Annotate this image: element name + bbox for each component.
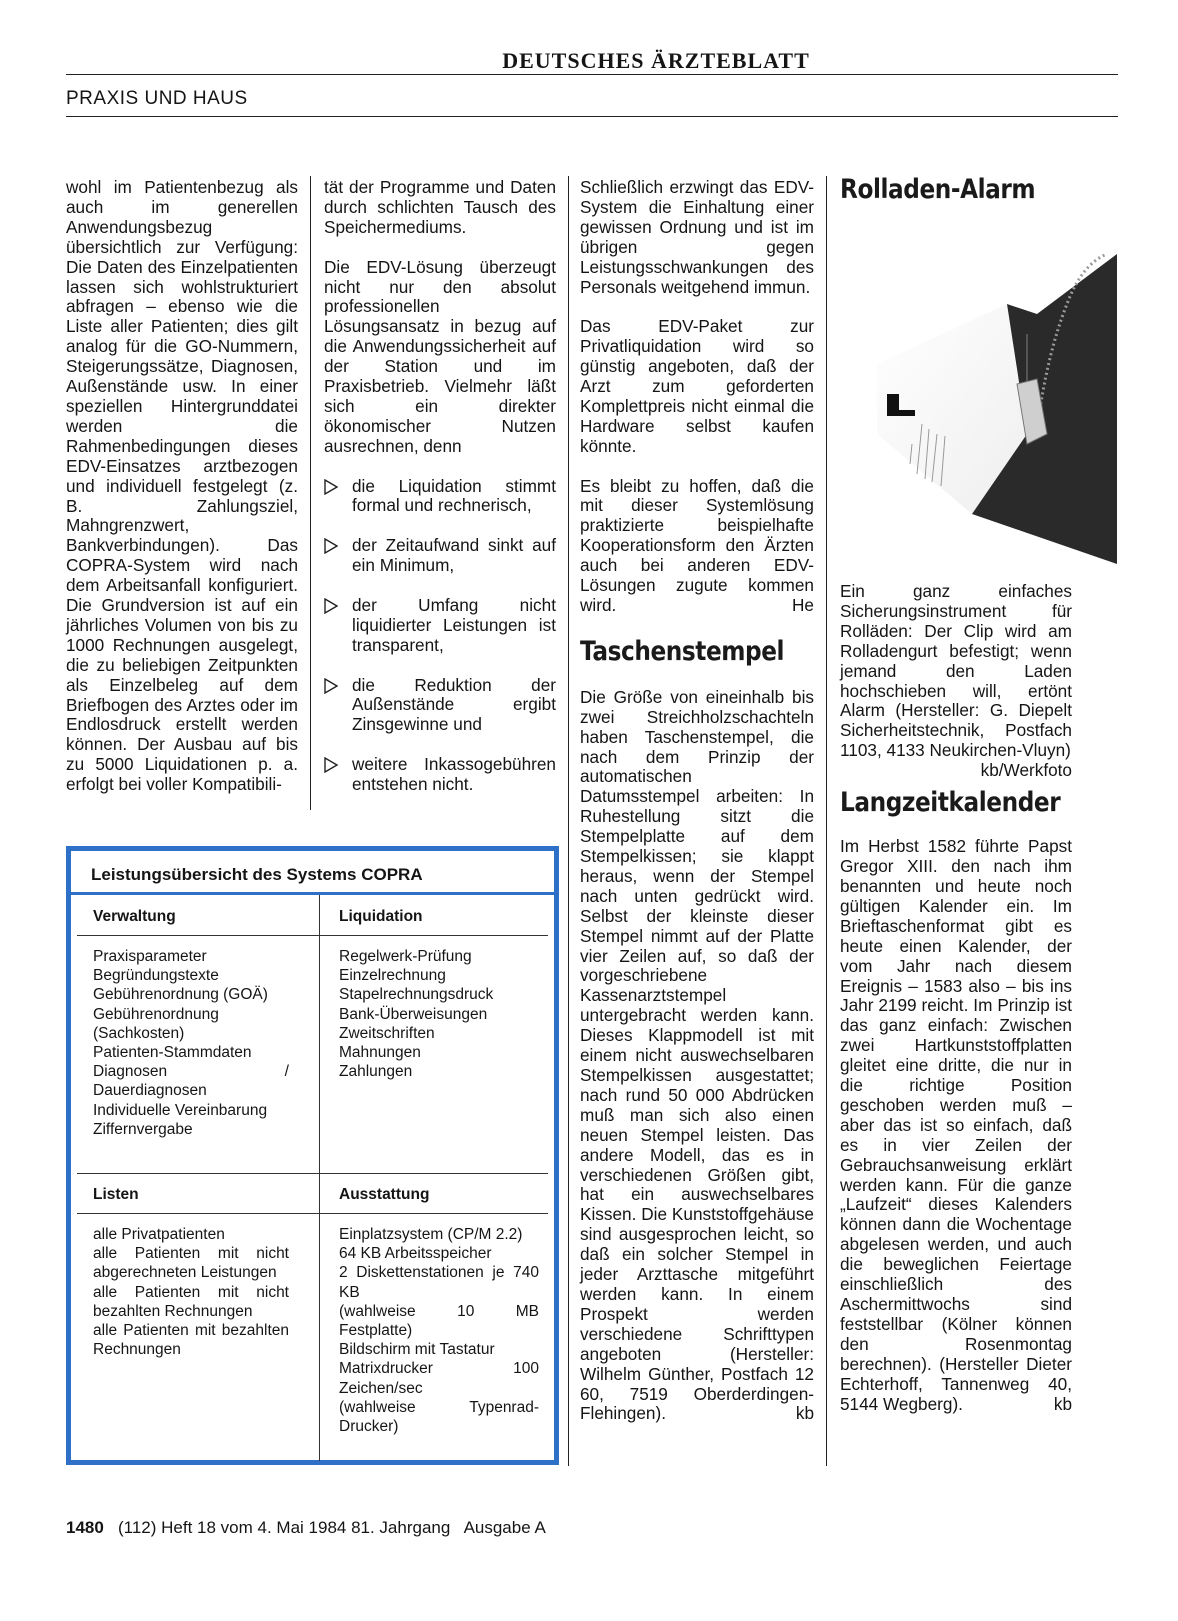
article-heading: Langzeitkalender [840, 787, 1061, 819]
table-cell: Bank-Überweisungen [339, 1005, 488, 1023]
table-header-ausstattung: Ausstattung [339, 1186, 430, 1203]
page-footer [66, 1518, 546, 1538]
triangle-bullet-icon [324, 479, 338, 495]
issue-info: (112) Heft 18 vom 4. Mai 1984 81. Jahrgang [118, 1518, 451, 1537]
table-cell: alle Patienten mit nicht abgerechneten Leistungen [93, 1245, 289, 1282]
benefit-item: der Zeitaufwand sinkt auf ein Minimum, [324, 536, 556, 576]
table-cell: Einplatzsystem (CP/M 2.2) [339, 1226, 523, 1243]
table-cell: Einzelrechnung [339, 967, 446, 985]
photo-credit: kb/Werkfoto [980, 760, 1072, 781]
alarm-clip-photo [877, 224, 1117, 564]
column-4 [840, 174, 1072, 206]
table-cell: Mahnungen [339, 1044, 421, 1062]
article-heading: Taschenstempel [580, 635, 785, 667]
table-cell: Individuelle Vereinbarung [93, 1101, 268, 1119]
triangle-bullet-icon [324, 538, 338, 554]
article-paragraph: Die Größe von eineinhalb bis zwei Streichholzschachteln haben Taschenstempel, die nach dem Prinzip der automatischen Datumsstempel arbeiten: In Ruhestellung sitzt die Stempelplatte auf dem Stempelkissen; sie klappt heraus, wenn der Stempel nach unten gedrückt wird. Selbst der kleinste dieser Stempel nimmt auf der Platte vier Zeilen auf, so daß der vorgeschriebene Kassenarztstempel untergebracht werden kann. Dieses Klappmodell ist mit einem nicht auswechselbaren Stempelkissen ausgestattet; nach rund 50 000 Abdrücken muß man sich also einen neuen Stempel leisten. Das andere Modell, das es in verschiedenen Größen gibt, hat ein auswechselbares Kissen. Die Kunststoffgehäuse sind ausgesprochen leicht, so daß ein solcher Stempel in jeder Arzttasche mitgeführt werden kann. In einem Prospekt werden verschiedene Schrifttypen angeboten (Hersteller: Wilhelm Günther, Postfach 12 60, 7519 Oberderdingen-Flehingen). kb [580, 686, 814, 1424]
page-number: 1480 [66, 1518, 104, 1537]
article-paragraph: Es bleibt zu hoffen, daß die mit dieser Systemlösung praktizierte beispielhafte Kooperationsform den Ärzten auch bei anderen EDV-Lösungen zugute kommen wird. He [580, 475, 814, 615]
listen-list [93, 1225, 289, 1359]
article-paragraph: Schließlich erzwingt das EDV-System die Einhaltung einer gewissen Ordnung und ist im übrigen gegen Leistungsschwankungen des Personals weitgehend immun. [580, 177, 814, 297]
table-cell: Zahlungen [339, 1063, 413, 1081]
table-cell: alle Patienten mit nicht bezahlten Rechnungen [93, 1283, 289, 1320]
column-2 [324, 178, 556, 795]
table-cell: alle Privatpatienten [93, 1226, 225, 1243]
table-cell: Regelwerk-Prüfung [339, 948, 472, 965]
table-cell: Begründungstexte [93, 967, 219, 985]
table-cell: 64 KB Arbeitsspeicher [339, 1245, 492, 1263]
article-paragraph: Die EDV-Lösung überzeugt nicht nur den absolut professionellen Lösungsansatz in bezug auf die Anwendungssicherheit auf der Station und im Praxisbetrieb. Vielmehr läßt sich ein direkter ökonomischer Nutzen ausrechnen, denn [324, 256, 556, 456]
table-section-rule [77, 1173, 548, 1174]
benefit-item: die Reduktion der Außenstände ergibt Zinsgewinne und [324, 676, 556, 736]
table-header-rule [77, 1213, 548, 1214]
triangle-bullet-icon [324, 757, 338, 773]
journal-title: DEUTSCHES ÄRZTEBLATT [502, 48, 810, 73]
benefit-list [324, 477, 556, 795]
table-title: Leistungsübersicht des Systems COPRA [91, 865, 423, 884]
article-heading: Rolladen-Alarm [840, 174, 1036, 205]
article-paragraph: tät der Programme und Daten durch schlichten Tausch des Speichermediums. [324, 177, 556, 237]
column-1 [66, 178, 298, 795]
table-title-rule [71, 892, 554, 895]
section-rule [66, 116, 1118, 117]
column-3 [580, 178, 814, 1424]
benefit-item: der Umfang nicht liquidierter Leistungen ist transparent, [324, 596, 556, 656]
table-cell: (wahlweise Typenrad-Drucker) [339, 1398, 539, 1436]
section-label: PRAXIS UND HAUS [66, 88, 248, 109]
table-header-rule [77, 935, 548, 936]
ausstattung-list [339, 1225, 539, 1436]
table-cell: Stapelrechnungsdruck [339, 986, 494, 1004]
table-cell: Praxisparameter [93, 948, 207, 965]
table-cell: Gebührenordnung (Sachkosten) [93, 1005, 219, 1042]
table-header-verwaltung: Verwaltung [93, 908, 176, 925]
table-cell: Patienten-Stammdaten [93, 1044, 252, 1062]
table-cell: alle Patienten mit bezahlten Rechnungen [93, 1322, 289, 1359]
triangle-bullet-icon [324, 678, 338, 694]
table-cell: Bildschirm mit Tastatur [339, 1341, 495, 1359]
masthead [66, 48, 1116, 74]
verwaltung-list [93, 947, 289, 1139]
benefit-item: die Liquidation stimmt formal und rechnerisch, [324, 477, 556, 517]
column-divider [568, 176, 569, 1466]
table-column-divider [319, 895, 320, 1461]
edition-label: Ausgabe A [463, 1518, 546, 1537]
article-paragraph: Das EDV-Paket zur Privatliquidation wird so günstig angeboten, daß der Arzt zum geforderten Komplettpreis nicht einmal die Hardware selbst kaufen könnte. [580, 316, 814, 456]
article-paragraph: wohl im Patientenbezug als auch im generellen Anwendungsbezug übersichtlich zur Verfügung: Die Daten des Einzelpatienten lassen sich wohlstrukturiert abfragen – ebenso wie die Liste aller Patienten; dies gilt analog für die GO-Nummern, Steigerungssätze, Diagnosen, Außenstände usw. In einer speziellen Hintergrunddatei werden die Rahmenbedingungen dieses EDV-Einsatzes arztbezogen und individuell festgelegt (z. B. Zahlungsziel, Mahngrenzwert, Bankverbindungen). Das COPRA-System wird nach dem Arbeitsanfall konfiguriert. Die Grundversion ist auf ein jährliches Volumen von bis zu 1000 Rechnungen ausgelegt, die zu beliebigen Zeitpunkten als Einzelbeleg auf dem Briefbogen des Arztes oder im Endlosdruck erstellt werden können. Der Ausbau auf bis zu 5000 Liquidationen p. a. erfolgt bei voller Kompatibili- [66, 177, 298, 795]
column-divider [826, 176, 827, 1466]
liquidation-list [339, 947, 539, 1081]
table-cell: Zweitschriften [339, 1024, 435, 1042]
article-paragraph: Im Herbst 1582 führte Papst Gregor XIII. den nach ihm benannten und heute noch gültigen Kalender ein. Im Brieftaschenformat gibt es heute einen Kalender, der vom Jahr nach diesem Ereignis – 1583 also – bis ins Jahr 2199 reicht. Im Prinzip ist das ganz einfach: Zwischen zwei Hartkunststoffplatten gleitet eine dritte, die nur in die richtige Position geschoben werden muß – aber das ist so einfach, daß es in vier Zeilen der Gebrauchsanweisung erklärt werden kann. Für die ganze „Laufzeit“ dieses Kalenders können dann die Wochentage abgelesen werden, und auch die beweglichen Feiertage einschließlich des Aschermittwochs sind feststellbar (Kölner können den Rosenmontag berechnen). (Hersteller Dieter Echterhoff, Tannenweg 40, 5144 Wegberg). kb [840, 836, 1072, 1414]
table-cell: Gebührenordnung (GOÄ) [93, 986, 268, 1004]
author-initials: kb [1053, 1393, 1072, 1414]
table-cell: 2 Diskettenstationen je 740 KB [339, 1264, 539, 1301]
article-paragraph: Ein ganz einfaches Sicherungsinstrument für Rolläden: Der Clip wird am Rolladengurt befestigt; wenn jemand den Laden hochschieben will, ertönt Alarm (Hersteller: G. Diepelt Sicherheitstechnik, Postfach 1103, 4133 Neukirchen-Vluyn) kb/Werkfoto [840, 581, 1072, 781]
table-header-liquidation: Liquidation [339, 908, 423, 925]
column-divider [310, 176, 311, 810]
column-4-text [840, 582, 1072, 1414]
table-cell: Diagnosen / Dauerdiagnosen [93, 1063, 289, 1100]
table-header-listen: Listen [93, 1186, 139, 1203]
table-cell: Matrixdrucker 100 Zeichen/sec [339, 1360, 539, 1397]
author-initials: He [792, 595, 814, 615]
benefit-item: weitere Inkassogebühren entstehen nicht. [324, 755, 556, 795]
masthead-rule [66, 74, 1118, 75]
table-cell: Ziffernvergabe [93, 1120, 193, 1138]
triangle-bullet-icon [324, 598, 338, 614]
table-cell: (wahlweise 10 MB Festplatte) [339, 1302, 539, 1340]
author-initials: kb [795, 1403, 814, 1424]
copra-feature-table [66, 846, 559, 1465]
